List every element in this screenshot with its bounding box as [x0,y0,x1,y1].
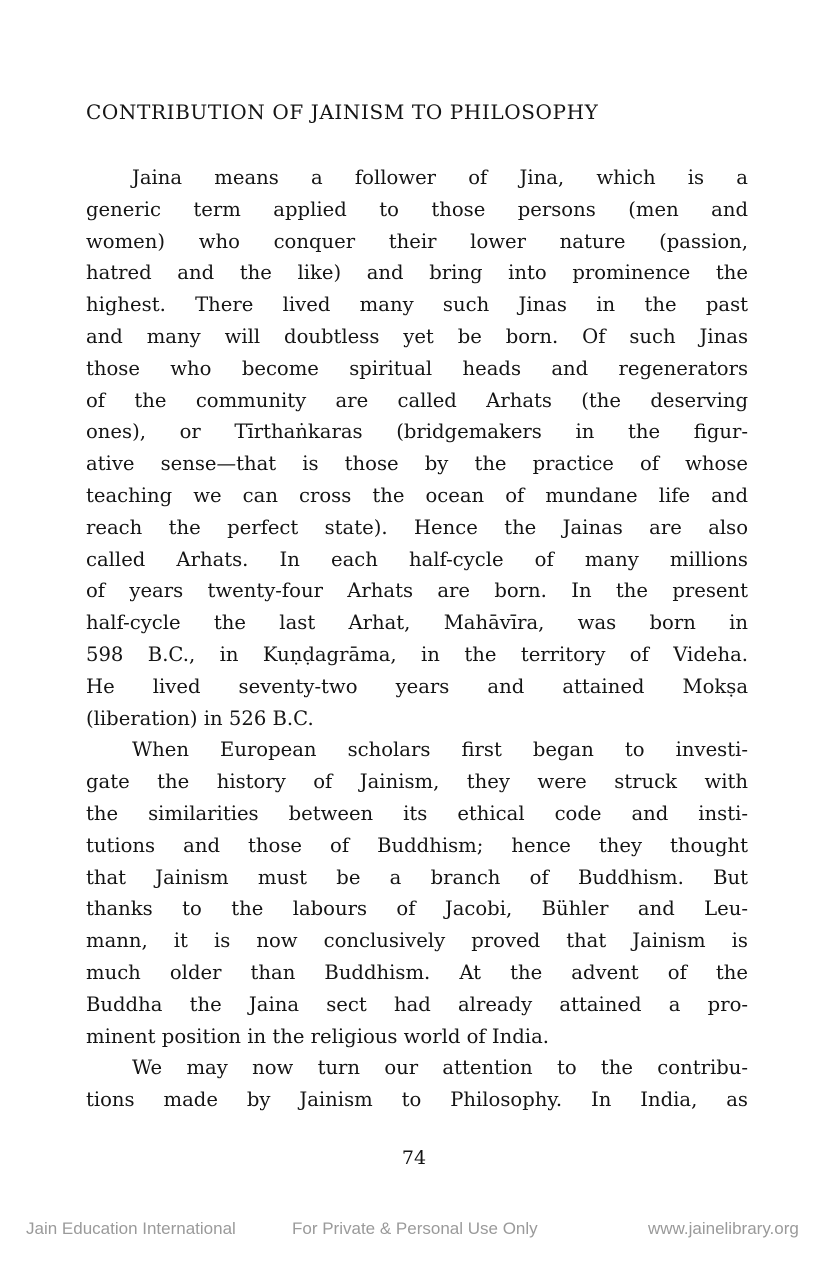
text-line: (liberation) in 526 B.C. [86,706,314,730]
text-line: thanks to the labours of Jacobi, Bühler and Leu- [86,897,748,921]
text-line: of the community are called Arhats (the deserving [86,388,748,412]
text-line: 598 B.C., in Kuṇḍagrāma, in the territory of Videha. [86,642,748,666]
text-line: half-cycle the last Arhat, Mahāvīra, was born in [86,611,748,635]
text-line: teaching we can cross the ocean of mundane life and [86,483,748,507]
text-line: hatred and the like) and bring into prominence the [86,261,748,285]
text-line: tions made by Jainism to Philosophy. In India, as [86,1088,748,1112]
text-line: and many will doubtless yet be born. Of such Jinas [86,324,748,348]
page-number: 74 [401,1147,427,1169]
chapter-title: CONTRIBUTION OF JAINISM TO PHILOSOPHY [86,100,599,124]
text-line: ones), or Tīrthaṅkaras (bridgemakers in the figur- [86,420,748,444]
text-line: much older than Buddhism. At the advent of the [86,960,748,984]
text-line: gate the history of Jainism, they were struck with [86,770,748,794]
text-line: He lived seventy-two years and attained Mokṣa [86,674,748,698]
text-line: of years twenty-four Arhats are born. In the present [86,579,748,603]
text-line: Buddha the Jaina sect had already attained a pro- [86,992,748,1016]
body-text [86,162,748,1116]
footer-usage-notice: For Private & Personal Use Only [292,1219,538,1238]
text-line: those who become spiritual heads and regenerators [86,356,748,380]
footer-website: www.jainelibrary.org [648,1219,799,1238]
text-line: that Jainism must be a branch of Buddhism. But [86,865,748,889]
text-line: minent position in the religious world of India. [86,1024,549,1048]
text-line: generic term applied to those persons (men and [86,197,748,221]
text-line: reach the perfect state). Hence the Jainas are also [86,515,748,539]
text-line: Jaina means a follower of Jina, which is a [132,166,748,189]
text-line: the similarities between its ethical code and insti- [86,801,748,825]
text-line: highest. There lived many such Jinas in the past [86,293,748,317]
text-line: women) who conquer their lower nature (passion, [86,229,748,253]
text-line: ative sense—that is those by the practice of whose [86,452,748,476]
text-line: When European scholars first began to investi- [132,738,748,762]
text-line: called Arhats. In each half-cycle of many millions [86,547,748,571]
text-line: We may now turn our attention to the contribu- [132,1056,748,1080]
text-line: tutions and those of Buddhism; hence they thought [86,833,748,857]
footer-source: Jain Education International [26,1219,236,1238]
text-line: mann, it is now conclusively proved that Jainism is [86,929,748,953]
